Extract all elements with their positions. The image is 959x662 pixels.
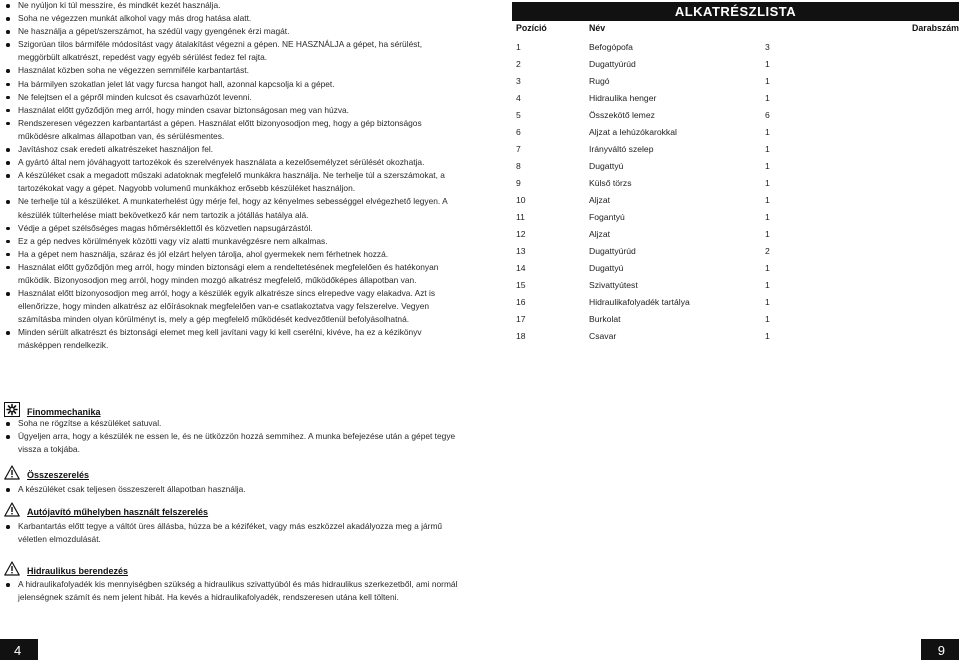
list-item: Ne felejtsen el a gépről minden kulcsot és csavarhúzót levenni.: [0, 91, 460, 104]
part-name: Burkolat: [589, 314, 621, 324]
part-quantity: 1: [765, 297, 770, 307]
page-number-right: 9: [921, 639, 959, 660]
warning-icon: [4, 502, 20, 517]
part-name: Fogantyú: [589, 212, 625, 222]
part-number: 9: [516, 178, 521, 188]
section-heading: [0, 465, 460, 481]
list-item: Javításhoz csak eredeti alkatrészeket használjon fel.: [0, 143, 460, 156]
part-number: 8: [516, 161, 521, 171]
part-quantity: 1: [765, 229, 770, 239]
part-quantity: 1: [765, 263, 770, 273]
section-hidraulikus: [0, 561, 460, 604]
table-row: [512, 93, 959, 110]
section-list: [0, 417, 460, 456]
list-item: Használat előtt győződjön meg arról, hogy minden csavar biztonságosan meg van húzva.: [0, 104, 460, 117]
section-title: Autójavító műhelyben használt felszerelés: [27, 507, 209, 517]
part-number: 2: [516, 59, 521, 69]
part-name: Hidraulika henger: [589, 93, 657, 103]
table-row: [512, 110, 959, 127]
section-osszeszereles: [0, 465, 460, 496]
part-quantity: 1: [765, 195, 770, 205]
part-number: 13: [516, 246, 526, 256]
list-item: Használat előtt győződjön meg arról, hogy minden biztonsági elem a rendeltetésének megfelelően és hatékonyan működik. Bizonyosodjon meg arról, hogy minden mozgó alkatrész megfelelő, működőképes állapotban van.: [0, 261, 460, 287]
table-row: [512, 246, 959, 263]
part-name: Aljzat a lehúzókarokkal: [589, 127, 677, 137]
part-quantity: 1: [765, 212, 770, 222]
table-row: [512, 178, 959, 195]
page-number-left: 4: [0, 639, 38, 660]
part-quantity: 1: [765, 331, 770, 341]
part-number: 3: [516, 76, 521, 86]
header-quantity: Darabszám: [912, 23, 959, 33]
list-item: Ez a gép nedves körülmények közötti vagy víz alatti munkavégzésre nem alkalmas.: [0, 235, 460, 248]
section-heading: [0, 402, 460, 418]
part-quantity: 3: [765, 42, 770, 52]
part-name: Rugó: [589, 76, 610, 86]
list-item: Szigorúan tilos bármiféle módosítást vagy átalakítást végezni a gépen. NE HASZNÁLJA a gépet, ha sérülést, meggörbült alkatrészt, repedést vagy egyéb sérülést fedez fel rajta.: [0, 38, 460, 64]
list-item: Ügyeljen arra, hogy a készülék ne essen le, és ne ütközzön hozzá semmihez. A munka befejezése után a gépet tegye vissza a tokjába.: [0, 430, 460, 456]
list-item: Minden sérült alkatrészt és biztonsági elemet meg kell javítani vagy ki kell cserélni, kivéve, ha ez a kézikönyv másképpen rendelkezik.: [0, 326, 460, 352]
list-item: Védje a gépet szélsőséges magas hőmérséklettől és közvetlen napsugárzástól.: [0, 222, 460, 235]
part-name: Befogópofa: [589, 42, 633, 52]
part-quantity: 1: [765, 161, 770, 171]
warning-icon: [4, 465, 20, 480]
part-quantity: 1: [765, 76, 770, 86]
part-name: Dugattyúrúd: [589, 59, 636, 69]
part-name: Aljzat: [589, 229, 611, 239]
table-row: [512, 297, 959, 314]
part-name: Irányváltó szelep: [589, 144, 654, 154]
part-name: Összekötő lemez: [589, 110, 655, 120]
section-list: [0, 483, 460, 496]
part-number: 5: [516, 110, 521, 120]
list-item: A készüléket csak teljesen összeszerelt állapotban használja.: [0, 483, 460, 496]
table-row: [512, 314, 959, 331]
list-item: Ha bármilyen szokatlan jelet lát vagy furcsa hangot hall, azonnal kapcsolja ki a gépet.: [0, 78, 460, 91]
part-name: Szivattyútest: [589, 280, 638, 290]
table-row: [512, 42, 959, 59]
table-row: [512, 280, 959, 297]
list-item: Ne nyúljon ki túl messzire, és mindkét kezét használja.: [0, 0, 460, 12]
table-row: [512, 59, 959, 76]
part-name: Dugattyú: [589, 263, 624, 273]
part-name: Hidraulikafolyadék tartálya: [589, 297, 690, 307]
part-quantity: 1: [765, 59, 770, 69]
list-item: A készüléket csak a megadott műszaki adatoknak megfelelő munkákra használja. Ne terhelje túl a szerszámokat, a tartozékokat vagy a gépet. Nagyobb volumenű munkákhoz erősebb készüléket használjon.: [0, 169, 460, 195]
part-name: Csavar: [589, 331, 617, 341]
part-number: 10: [516, 195, 526, 205]
list-item: A gyártó által nem jóváhagyott tartozékok és szerelvények használata a kezelősemélyzet sérülését okozhatja.: [0, 156, 460, 169]
part-quantity: 1: [765, 314, 770, 324]
list-item: Ne használja a gépet/szerszámot, ha szédül vagy gyengének érzi magát.: [0, 25, 460, 38]
table-row: [512, 229, 959, 246]
part-quantity: 1: [765, 280, 770, 290]
table-row: [512, 331, 959, 348]
part-number: 1: [516, 42, 521, 52]
section-list: [0, 578, 460, 604]
part-number: 12: [516, 229, 526, 239]
list-item: Ha a gépet nem használja, száraz és jól elzárt helyen tárolja, ahol gyermekek nem férhetnek hozzá.: [0, 248, 460, 261]
part-number: 11: [516, 212, 525, 222]
section-autojavito: [0, 502, 460, 546]
list-item: Soha ne végezzen munkát alkohol vagy más drog hatása alatt.: [0, 12, 460, 25]
part-name: Dugattyú: [589, 161, 624, 171]
table-row: [512, 263, 959, 280]
part-quantity: 1: [765, 178, 770, 188]
part-number: 16: [516, 297, 526, 307]
list-item: Használat előtt bizonyosodjon meg arról, hogy a készülék egyik alkatrésze sincs elrepedve vagy elakadva. Azt is ellenőrizze, hogy minden alkatrész az előírásoknak megfelelően van-e csatlakoztatva vagy felszerelve. Vegyen számításba minden olyan körülményt is, mely a gép megfelelő működését kedvezőtlenül befolyásolhatná.: [0, 287, 460, 326]
list-item: A hidraulikafolyadék kis mennyiségben szükség a hidraulikus szivattyúból és más hidraulikus szerkezetből, ami normál jelenségnek számít és nem jelent hibát. Ha kevés a hidraulikafolyadék, rendszeresen utána kell tölteni.: [0, 578, 460, 604]
part-name: Dugattyúrúd: [589, 246, 636, 256]
header-position: Pozíció: [516, 23, 547, 33]
safety-list: [0, 0, 460, 353]
section-title: Összeszerelés: [27, 470, 90, 480]
section-title: Finommechanika: [27, 407, 101, 417]
part-number: 15: [516, 280, 526, 290]
safety-list-area: [0, 0, 460, 353]
table-row: [512, 127, 959, 144]
part-number: 14: [516, 263, 526, 273]
list-item: Ne terhelje túl a készüléket. A munkaterhelést úgy mérje fel, hogy az kényelmes sebességgel elvégezhető legyen. A készülék túlterhelése miatt bekövetkező kár nem tartozik a jótállás hatálya alá.: [0, 195, 460, 221]
warning-icon: [4, 561, 20, 576]
part-number: 18: [516, 331, 526, 341]
table-row: [512, 195, 959, 212]
part-quantity: 1: [765, 144, 770, 154]
section-title: Hidraulikus berendezés: [27, 566, 129, 576]
part-number: 17: [516, 314, 526, 324]
part-number: 4: [516, 93, 521, 103]
section-heading: [0, 502, 460, 518]
table-row: [512, 76, 959, 93]
table-row: [512, 144, 959, 161]
section-finommechanika: [0, 402, 460, 456]
part-quantity: 6: [765, 110, 770, 120]
gear-icon: [4, 402, 20, 417]
part-number: 6: [516, 127, 521, 137]
parts-list-title: ALKATRÉSZLISTA: [512, 2, 959, 21]
part-number: 7: [516, 144, 521, 154]
table-row: [512, 161, 959, 178]
part-name: Külső törzs: [589, 178, 632, 188]
part-quantity: 2: [765, 246, 770, 256]
table-row: [512, 212, 959, 229]
header-name: Név: [589, 23, 606, 33]
part-quantity: 1: [765, 93, 770, 103]
list-item: Soha ne rögzítse a készüléket satuval.: [0, 417, 460, 430]
section-heading: [0, 561, 460, 577]
list-item: Karbantartás előtt tegye a váltót üres állásba, húzza be a kéziféket, vagy más eszközzel akadályozza meg a jármű véletlen elmozdulását.: [0, 520, 460, 546]
list-item: Használat közben soha ne végezzen semmiféle karbantartást.: [0, 64, 460, 77]
part-quantity: 1: [765, 127, 770, 137]
section-list: [0, 520, 460, 546]
list-item: Rendszeresen végezzen karbantartást a gépen. Használat előtt bizonyosodjon meg, hogy a gép biztonságos működésre alkalmas állapotban van, és sérülésmentes.: [0, 117, 460, 143]
part-name: Aljzat: [589, 195, 611, 205]
